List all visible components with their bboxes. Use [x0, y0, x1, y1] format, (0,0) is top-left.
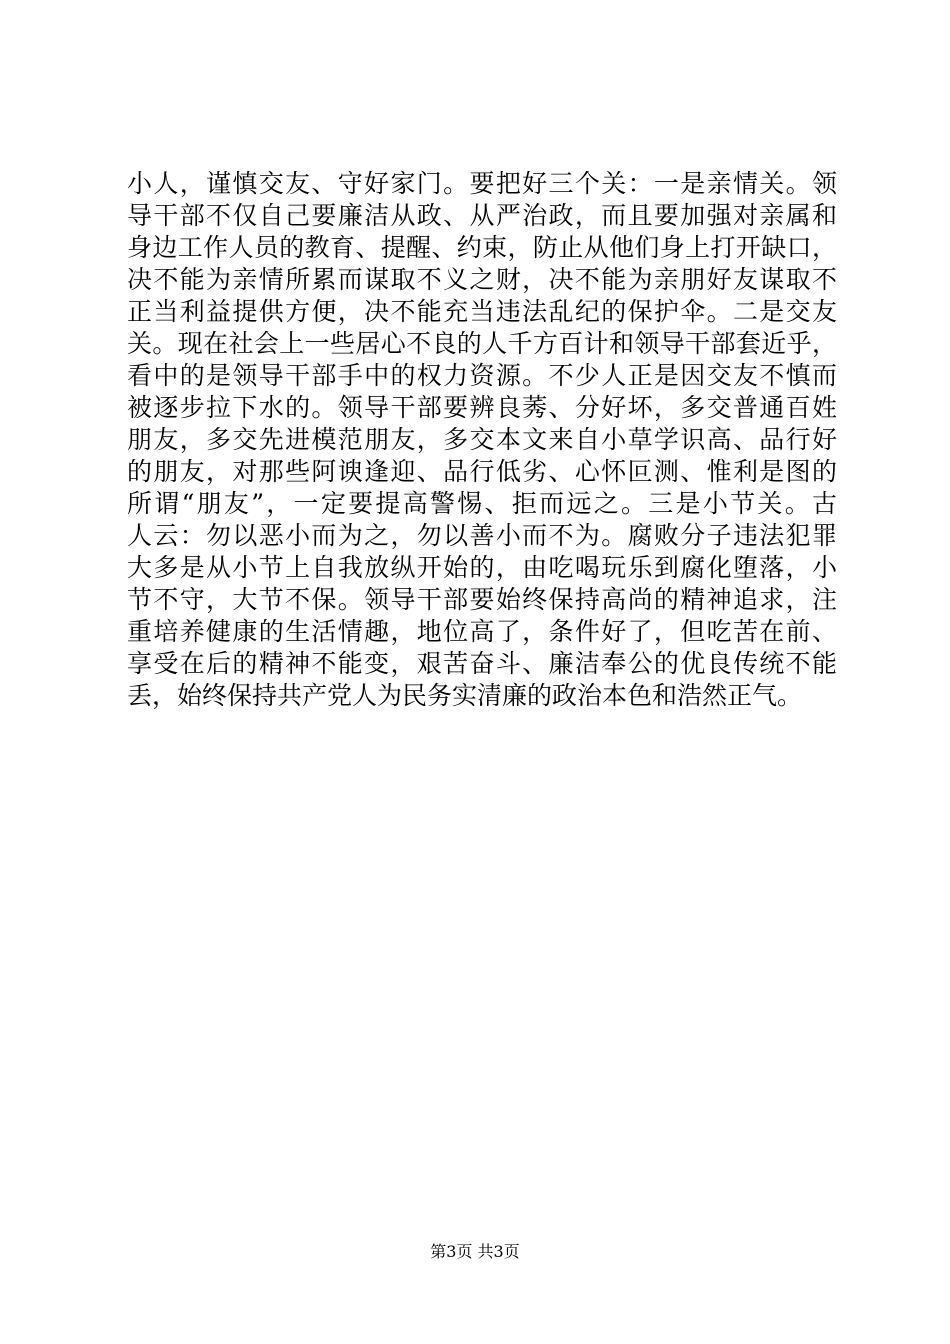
text-line: 小人，谨慎交友、守好家门。要把好三个关：一是亲情关。领 — [127, 169, 837, 198]
text-line: 被逐步拉下水的。领导干部要辨良莠、分好坏，多交普通百姓 — [127, 393, 837, 422]
body-paragraph — [127, 168, 837, 712]
text-line: 导干部不仅自己要廉洁从政、从严治政，而且要加强对亲属和 — [127, 201, 837, 230]
text-line: 重培养健康的生活情趣，地位高了，条件好了，但吃苦在前、 — [127, 617, 837, 646]
text-line: 关。现在社会上一些居心不良的人千方百计和领导干部套近乎， — [127, 329, 837, 358]
text-line: 丢，始终保持共产党人为民务实清廉的政治本色和浩然正气。 — [127, 681, 803, 710]
text-line: 享受在后的精神不能变，艰苦奋斗、廉洁奉公的优良传统不能 — [127, 649, 837, 678]
text-line: 朋友，多交先进模范朋友，多交本文来自小草学识高、品行好 — [127, 425, 837, 454]
text-line: 节不守，大节不保。领导干部要始终保持高尚的精神追求，注 — [127, 585, 837, 614]
text-line: 身边工作人员的教育、提醒、约束，防止从他们身上打开缺口， — [127, 233, 837, 262]
text-line: 决不能为亲情所累而谋取不义之财，决不能为亲朋好友谋取不 — [127, 265, 837, 294]
text-line: 看中的是领导干部手中的权力资源。不少人正是因交友不慎而 — [127, 361, 837, 390]
text-line: 大多是从小节上自我放纵开始的，由吃喝玩乐到腐化堕落，小 — [127, 553, 837, 582]
page-number-footer: 第3页 共3页 — [430, 1242, 520, 1261]
text-line: 所谓“朋友”，一定要提高警惕、拒而远之。三是小节关。古 — [127, 489, 837, 518]
text-line: 的朋友，对那些阿谀逢迎、品行低劣、心怀叵测、惟利是图的 — [127, 457, 837, 486]
text-line: 正当利益提供方便，决不能充当违法乱纪的保护伞。二是交友 — [127, 297, 837, 326]
text-line: 人云：勿以恶小而为之，勿以善小而不为。腐败分子违法犯罪 — [127, 521, 837, 550]
